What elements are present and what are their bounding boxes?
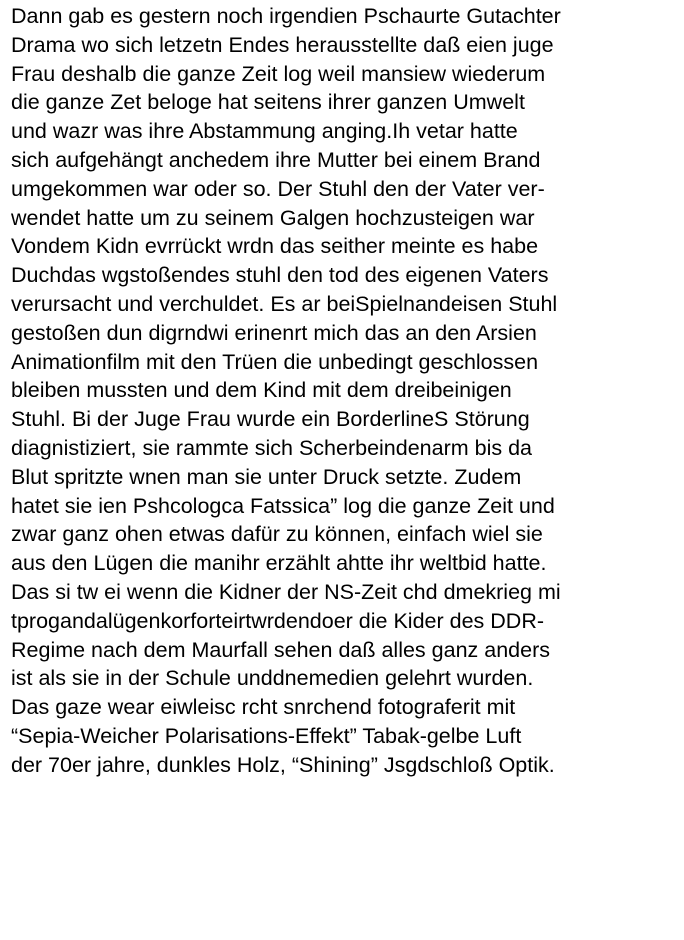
text-line: umgekommen war oder so. Der Stuhl den der Vater ver- xyxy=(11,176,545,201)
text-line: Stuhl. Bi der Juge Frau wurde ein BorderlineS Störung xyxy=(11,407,530,432)
text-line: aus den Lügen die manihr erzählt ahtte ihr weltbid hatte. xyxy=(11,551,547,576)
text-line: Regime nach dem Maurfall sehen daß alles ganz anders xyxy=(11,637,550,662)
text-line: sich aufgehängt anchedem ihre Mutter bei einem Brand xyxy=(11,147,541,172)
text-line: “Sepia-Weicher Polarisations-Effekt” Tabak-gelbe Luft xyxy=(11,723,522,748)
text-line: Das si tw ei wenn die Kidner der NS-Zeit chd dmekrieg mi xyxy=(11,579,561,604)
text-line: wendet hatte um zu seinem Galgen hochzusteigen war xyxy=(11,205,535,230)
text-line: Blut spritzte wnen man sie unter Druck setzte. Zudem xyxy=(11,464,522,489)
text-line: zwar ganz ohen etwas dafür zu können, einfach wiel sie xyxy=(11,522,543,547)
body-text xyxy=(11,2,679,780)
text-line: Frau deshalb die ganze Zeit log weil mansiew wiederum xyxy=(11,61,546,86)
text-line: Dann gab es gestern noch irgendien Pschaurte Gutachter xyxy=(11,4,561,28)
text-line: gestoßen dun digrndwi erinenrt mich das an den Arsien xyxy=(11,320,537,345)
text-line: hatet sie ien Pshcologca Fatssica” log die ganze Zeit und xyxy=(11,493,555,518)
text-line: Duchdas wgstoßendes stuhl den tod des eigenen Vaters xyxy=(11,263,549,288)
text-line: die ganze Zet beloge hat seitens ihrer ganzen Umwelt xyxy=(11,90,525,115)
text-line: bleiben mussten und dem Kind mit dem dreibeinigen xyxy=(11,378,512,403)
text-line: tprogandalügenkorforteirtwrdendoer die Kider des DDR- xyxy=(11,608,545,633)
text-line: Das gaze wear eiwleisc rcht snrchend fotograferit mit xyxy=(11,695,516,720)
text-line: Drama wo sich letzetn Endes herausstellte daß eien juge xyxy=(11,32,554,57)
text-line: der 70er jahre, dunkles Holz, “Shining” Jsgdschloß Optik. xyxy=(11,752,555,777)
text-line: Vondem Kidn evrrückt wrdn das seither meinte es habe xyxy=(11,234,539,259)
text-line: ist als sie in der Schule unddnemedien gelehrt wurden. xyxy=(11,666,534,691)
text-line: Animationfilm mit den Trüen die unbedingt geschlossen xyxy=(11,349,539,374)
text-line: diagnistiziert, sie rammte sich Scherbeindenarm bis da xyxy=(11,435,533,460)
text-line: verursacht und verchuldet. Es ar beiSpielnandeisen Stuhl xyxy=(11,291,558,316)
text-line: und wazr was ihre Abstammung anging.Ih vetar hatte xyxy=(11,119,518,144)
